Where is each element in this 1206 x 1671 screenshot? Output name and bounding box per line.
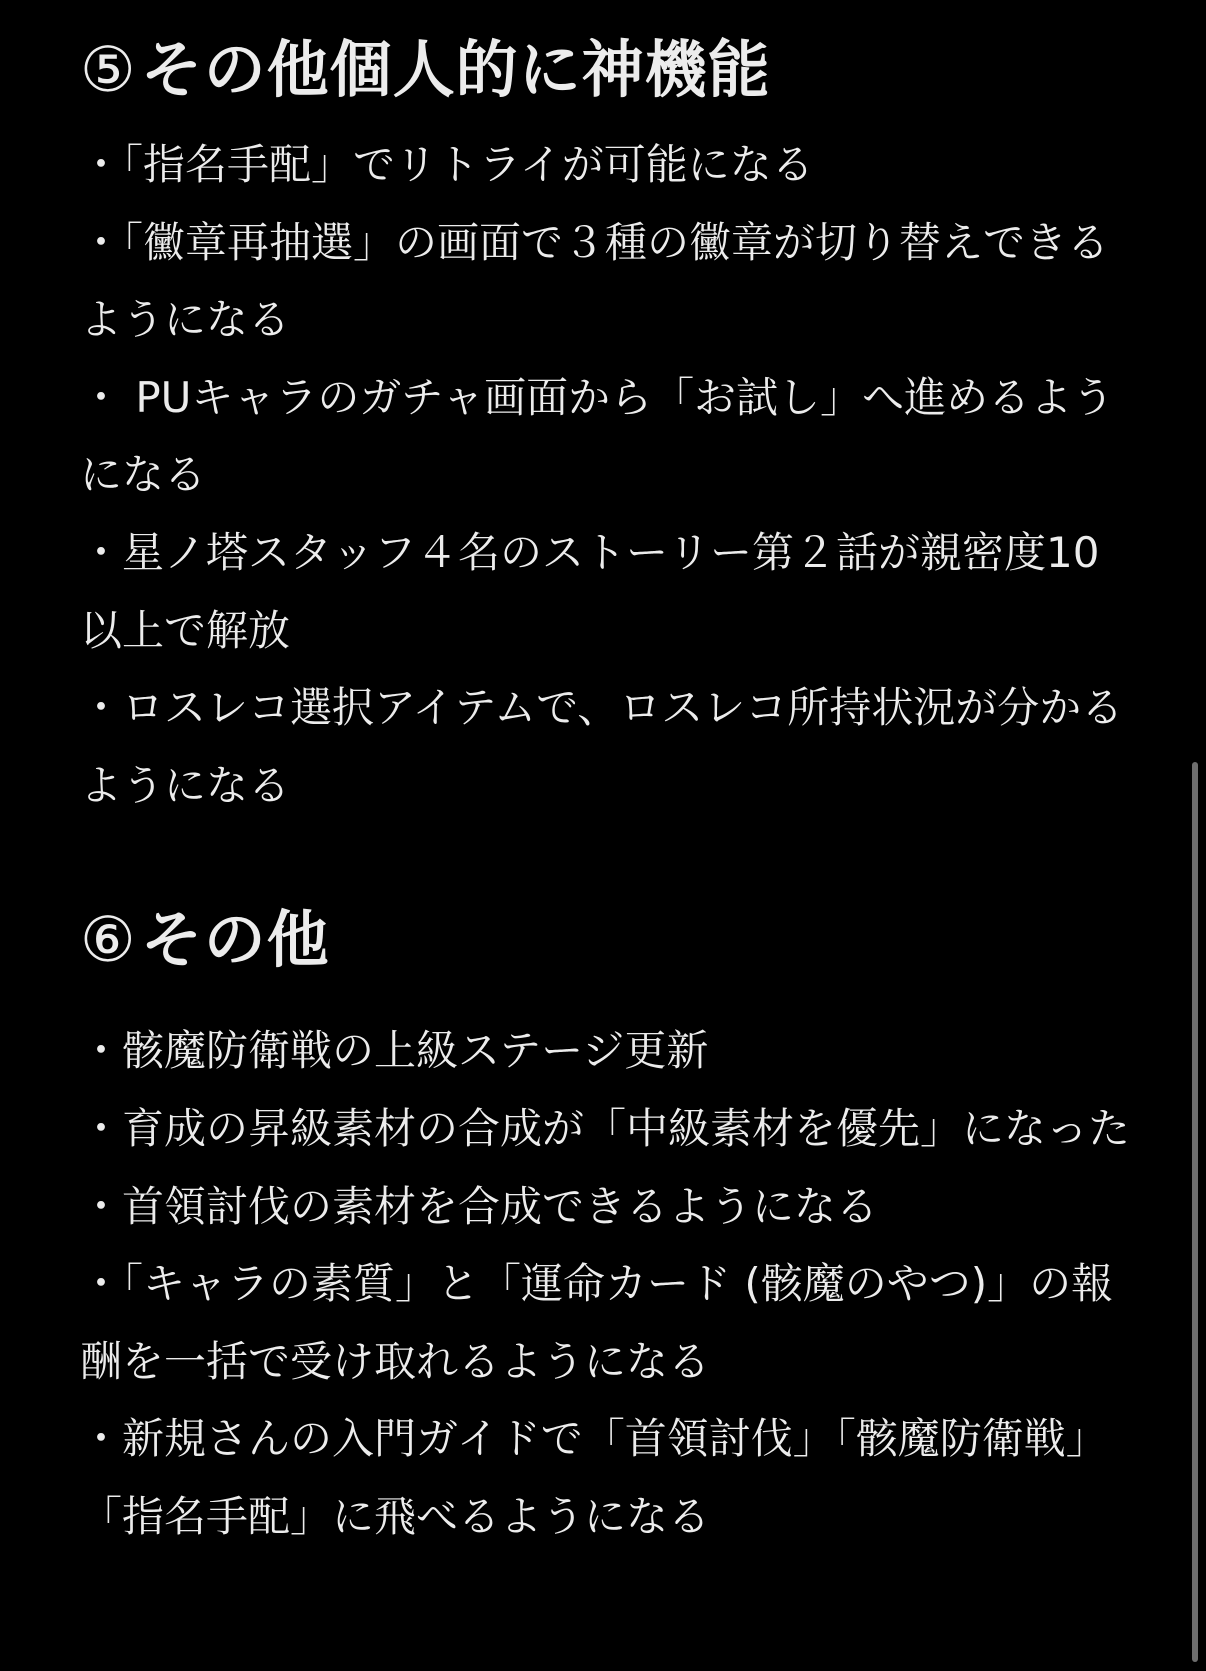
- section-number: ⑥: [80, 903, 137, 977]
- section-title-text: その他個人的に神機能: [140, 33, 771, 106]
- list-item: ・育成の昇級素材の合成が「中級素材を優先」になった: [80, 1103, 1131, 1153]
- section-title: [80, 898, 1130, 982]
- section-number: ⑤: [80, 33, 137, 106]
- list-item: ・首領討伐の素材を合成できるようになる: [80, 1181, 879, 1231]
- list-item: ・新規さんの入門ガイドで「首領討伐」「骸魔防衛戦」「指名手配」に飛べるようになる: [80, 1414, 1108, 1541]
- bullet-list: [80, 126, 1130, 824]
- list-item: ・ロスレコ選択アイテムで、ロスレコ所持状況が分かるようになる: [80, 683, 1124, 810]
- scrollbar[interactable]: [1192, 762, 1198, 1662]
- bullet-list: [80, 1012, 1130, 1555]
- list-item: ・「黴章再抽選」の画面で３種の黴章が切り替えできるようになる: [80, 217, 1110, 345]
- list-item: ・骸魔防衛戦の上級ステージ更新: [80, 1026, 709, 1076]
- list-item: ・星ノ塔スタッフ４名のストーリー第２話が親密度10以上で解放: [80, 527, 1100, 655]
- list-item: ・「指名手配」でリトライが可能になる: [80, 140, 814, 189]
- section-title: [80, 28, 1130, 112]
- section-title-text: その他: [140, 903, 330, 977]
- list-item: ・「キャラの素質」と「運命カード (骸魔のやつ)」の報酬を一括で受け取れるようになる: [80, 1259, 1114, 1386]
- article-content: [80, 28, 1130, 1556]
- list-item: ・ PUキャラのガチャ画面から「お試し」へ進めるようになる: [80, 372, 1115, 500]
